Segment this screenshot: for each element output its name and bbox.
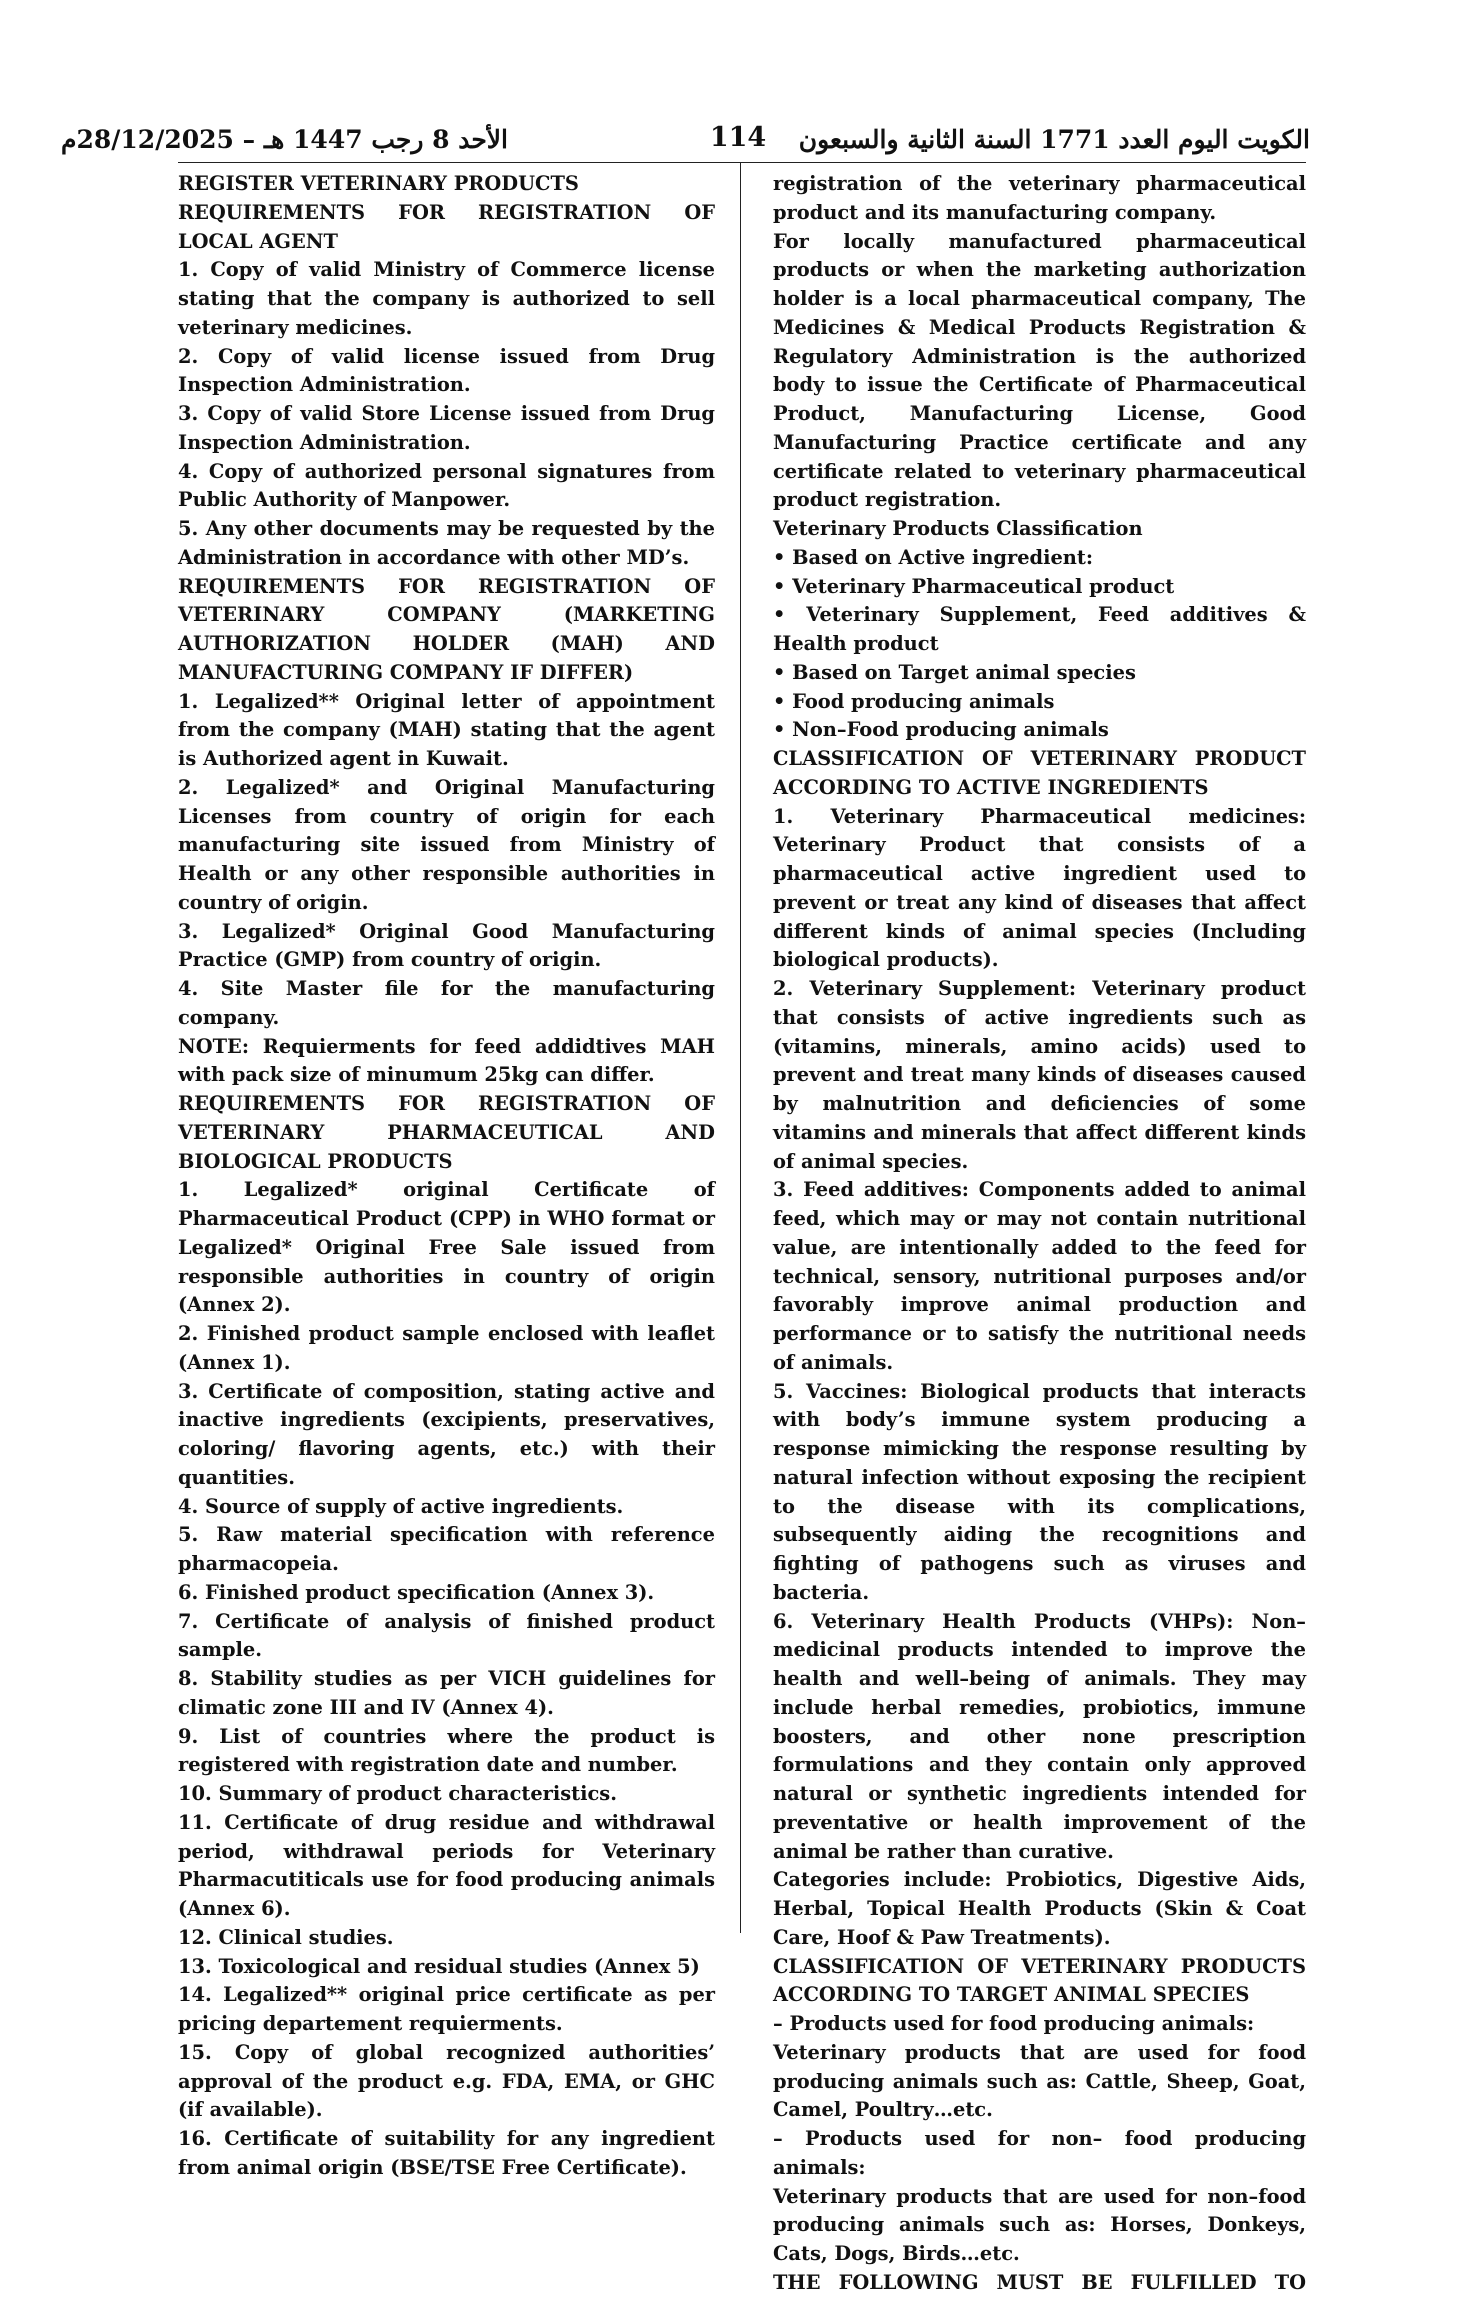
- list-item: 4. Copy of authorized personal signatures from Public Authority of Manpower.: [178, 459, 715, 512]
- heading-line: [178, 573, 715, 602]
- heading-word: (MARKETING: [563, 603, 715, 627]
- bullet-item: • Veterinary Pharmaceutical product: [773, 574, 1175, 598]
- list-item: 1. Copy of valid Ministry of Commerce license stating that the company is authorized to sell veterinary medicines.: [178, 258, 715, 339]
- paragraph: Categories include: Probiotics, Digestive Aids, Herbal, Topical Health Products (Skin & Coat Care, Hoof & Paw Treatments).: [773, 1868, 1306, 1949]
- list-item: 3. Copy of valid Store License issued from Drug Inspection Administration.: [178, 402, 715, 454]
- heading-word: FULFILLED: [1130, 2270, 1257, 2294]
- paragraph: registration of the veterinary pharmaceutical product and its manufacturing company.: [773, 172, 1306, 224]
- heading-line: MANUFACTURING COMPANY IF DIFFER): [178, 660, 634, 684]
- list-item: 1. Legalized** Original letter of appointment from the company (MAH) stating that the agent is Authorized agent in Kuwait.: [178, 689, 715, 770]
- item-word: specification: [389, 1523, 528, 1547]
- heading-word: VETERINARY: [1021, 1954, 1168, 1978]
- heading-word: BE: [1081, 2270, 1113, 2294]
- list-item: 16. Certificate of suitability for any ingredient from animal origin (BSE/TSE Free Certificate).: [178, 2127, 715, 2179]
- paragraph: – Products used for non– food producing animals:: [773, 2127, 1306, 2179]
- heading-word: REQUIREMENTS: [178, 1092, 366, 1115]
- paragraph: – Products used for food producing animals:: [773, 2012, 1255, 2035]
- heading-line: BIOLOGICAL PRODUCTS: [178, 1149, 453, 1173]
- heading-word: AND: [665, 632, 715, 655]
- list-item: 7. Certificate of analysis of finished product sample.: [178, 1609, 715, 1662]
- heading-word: VETERINARY: [178, 1120, 325, 1144]
- heading-word: MUST: [996, 2270, 1064, 2294]
- list-item: 5. Vaccines: Biological products that interacts with body’s immune system producing a response mimicking the response resulting by natural infection without exposing the recipient to the disease with its complications, subsequently aiding the recognitions and fighting of pathogens such as viruses and bacteria.: [773, 1379, 1306, 1604]
- bullet-item: • Food producing animals: [773, 689, 1055, 713]
- column-divider: [740, 163, 741, 1933]
- item-word: reference: [610, 1523, 715, 1547]
- item-word: material: [280, 1523, 372, 1547]
- list-item: 15. Copy of global recognized authorities’ approval of the product e.g. FDA, EMA, or GHC (if available).: [178, 2040, 715, 2122]
- list-item: 9. List of countries where the product is registered with registration date and number.: [178, 1724, 715, 1777]
- list-item: 4. Source of supply of active ingredients.: [178, 1494, 624, 1518]
- list-item: 5. Any other documents may be requested by the Administration in accordance with other MD’s.: [178, 517, 715, 569]
- heading-word: FOR: [398, 574, 445, 598]
- list-item: 2. Copy of valid license issued from Drug Inspection Administration.: [178, 344, 715, 397]
- list-item: 14. Legalized** original price certificate as per pricing departement requierments.: [178, 1983, 715, 2035]
- list-item: 3. Feed additives: Components added to animal feed, which may or may not contain nutritional value, are intentionally added to the feed for technical, sensory, nutritional purposes and/or favorably improve animal production and performance or to satisfy the nutritional needs of animals.: [773, 1178, 1306, 1374]
- bullet-item: • Based on Target animal species: [773, 660, 1136, 684]
- heading-word: PRODUCTS: [1180, 1954, 1306, 1978]
- heading-word: PHARMACEUTICAL: [387, 1120, 603, 1144]
- section-heading: REGISTER VETERINARY PRODUCTS: [178, 172, 579, 195]
- gazette-issue: الكويت اليوم العدد 1771 السنة الثانية والسبعون: [798, 125, 1310, 154]
- section-heading: [178, 1090, 715, 1176]
- heading-word: CLASSIFICATION: [773, 747, 965, 770]
- left-column: [178, 170, 715, 2183]
- list-item: [178, 1521, 715, 1579]
- heading-word: (MAH): [550, 632, 624, 655]
- list-item: 12. Clinical studies.: [178, 1925, 394, 1949]
- heading-line: [178, 601, 715, 630]
- list-item: 2. Finished product sample enclosed with leaflet (Annex 1).: [178, 1322, 715, 1374]
- list-item: 3. Legalized* Original Good Manufacturing Practice (GMP) from country of origin.: [178, 919, 715, 972]
- heading-line: [773, 745, 1306, 774]
- paragraph: For locally manufactured pharmaceutical products or when the marketing authorization holder is a local pharmaceutical company, The Medicines & Medical Products Registration & Regulatory Administration is the authorized body to issue the Certificate of Pharmaceutical Product, Manufacturing License, Good Manufacturing Practice certificate and any certificate related to veterinary pharmaceutical product registration.: [773, 229, 1306, 512]
- heading-word: VETERINARY: [178, 603, 325, 627]
- page-number: 114: [709, 122, 767, 153]
- header-rule: [178, 162, 1306, 163]
- paragraph: Veterinary products that are used for non–food producing animals such as: Horses, Donkeys, Cats, Dogs, Birds…etc.: [773, 2184, 1306, 2265]
- item-word: Raw: [216, 1523, 263, 1547]
- heading-word: HOLDER: [412, 632, 510, 655]
- section-heading: [773, 1953, 1306, 2011]
- section-heading: [773, 745, 1306, 803]
- list-item: 13. Toxicological and residual studies (Annex 5): [178, 1954, 700, 1978]
- heading-word: FOLLOWING: [838, 2270, 979, 2294]
- list-item: 2. Veterinary Supplement: Veterinary product that consists of active ingredients such as (vitamins, minerals, amino acids) used to prevent and treat many kinds of diseases caused by malnutrition and deficiencies of some vitamins and minerals that affect different kinds of animal species.: [773, 977, 1306, 1173]
- heading-line: ACCORDING TO ACTIVE INGREDIENTS: [773, 775, 1209, 799]
- heading-word: OF: [982, 747, 1013, 770]
- list-item: 8. Stability studies as per VICH guidelines for climatic zone III and IV (Annex 4).: [178, 1667, 715, 1719]
- heading-word: AUTHORIZATION: [178, 632, 372, 655]
- list-item: 6. Veterinary Health Products (VHPs): Non–medicinal products intended to improve the health and well–being of animals. They may include herbal remedies, probiotics, immune boosters, and other none prescription formulations and they contain only approved natural or synthetic ingredients intended for preventative or health improvement of the animal be rather than curative.: [773, 1609, 1306, 1863]
- heading-word: TO: [1274, 2270, 1306, 2294]
- heading-line: ACCORDING TO TARGET ANIMAL SPECIES: [773, 1983, 1250, 2007]
- item-word: with: [545, 1523, 593, 1547]
- item-line: [178, 1521, 715, 1550]
- bullet-item: • Veterinary Supplement, Feed additives & Health product: [773, 603, 1306, 655]
- heading-word: REGISTRATION: [478, 574, 652, 598]
- heading-word: OF: [977, 1954, 1009, 1978]
- list-item: 10. Summary of product characteristics.: [178, 1782, 617, 1805]
- heading-line: [773, 1953, 1306, 1982]
- heading-word: REQUIREMENTS: [178, 574, 366, 598]
- heading-word: AND: [665, 1120, 715, 1144]
- list-item: 2. Legalized* and Original Manufacturing Licenses from country of origin for each manufacturing site issued from Ministry of Health or any other responsible authorities in country of origin.: [178, 775, 715, 914]
- heading-word: CLASSIFICATION: [773, 1954, 965, 1978]
- list-item: 1. Legalized* original Certificate of Pharmaceutical Product (CPP) in WHO format or Legalized* Original Free Sale issued from responsible authorities in country of origin (Annex 2).: [178, 1178, 715, 1317]
- paragraph: Veterinary products that are used for food producing animals such as: Cattle, Sheep, Goat, Camel, Poultry…etc.: [773, 2040, 1306, 2122]
- heading-word: PRODUCT: [1194, 747, 1306, 770]
- heading-word: OF: [684, 574, 715, 598]
- heading-line: [178, 630, 715, 659]
- heading-word: COMPANY: [387, 603, 501, 627]
- list-item: 11. Certificate of drug residue and withdrawal period, withdrawal periods for Veterinary Pharmacutiticals use for food producing animals (Annex 6).: [178, 1810, 715, 1920]
- list-item: 4. Site Master file for the manufacturing company.: [178, 977, 715, 1029]
- section-heading: [178, 573, 715, 688]
- bullet-item: • Based on Active ingredient:: [773, 545, 1094, 569]
- list-item: 6. Finished product specification (Annex 3).: [178, 1580, 655, 1604]
- item-line: pharmacopeia.: [178, 1552, 339, 1575]
- right-column: [773, 170, 1306, 2298]
- note: NOTE: Requierments for feed addidtives MAH with pack size of minumum 25kg can differ.: [178, 1034, 715, 1087]
- heading-line: [773, 2269, 1306, 2298]
- heading-word: THE: [773, 2270, 821, 2294]
- heading-word: FOR: [398, 1092, 445, 1115]
- list-item: 1. Veterinary Pharmaceutical medicines: Veterinary Product that consists of a pharmaceutical active ingredient used to prevent or treat any kind of diseases that affect different kinds of animal species (Including biological products).: [773, 804, 1306, 972]
- heading-line: [178, 1119, 715, 1148]
- subheading: Veterinary Products Classification: [773, 517, 1143, 540]
- section-heading: REQUIREMENTS FOR REGISTRATION OF LOCAL AGENT: [178, 200, 715, 253]
- heading-word: REGISTRATION: [478, 1092, 652, 1115]
- heading-word: OF: [684, 1092, 715, 1115]
- item-word: 5.: [178, 1523, 199, 1547]
- heading-line: [178, 1090, 715, 1119]
- heading-word: VETERINARY: [1030, 747, 1177, 770]
- issue-date: الأحد 8 رجب 1447 هـ – 28/12/2025م: [61, 125, 508, 154]
- bullet-item: • Non–Food producing animals: [773, 718, 1109, 742]
- list-item: 3. Certificate of composition, stating active and inactive ingredients (excipients, preservatives, coloring/ flavoring agents, etc.) with their quantities.: [178, 1379, 715, 1489]
